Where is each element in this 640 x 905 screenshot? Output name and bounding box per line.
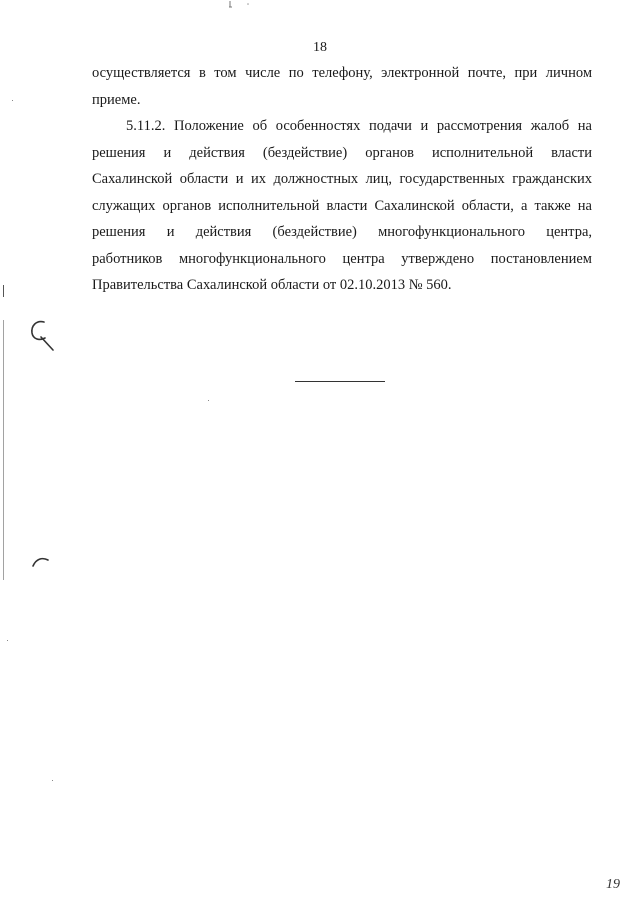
paragraph-continuation xyxy=(92,60,592,113)
text-line: решения и действия (бездействие) органов исполнительной власти xyxy=(92,144,592,161)
text-line: Сахалинской области и их должностных лиц, государственных гражданских xyxy=(92,171,592,187)
text-line: 5.11.2. Положение об особенностях подачи и рассмотрения жалоб на xyxy=(126,118,592,134)
scan-dust xyxy=(7,640,8,641)
scan-top-marks xyxy=(226,0,256,10)
corner-handwritten-number: 19 xyxy=(606,877,620,892)
text-line: решения и действия (бездействие) многофункционального центра, xyxy=(92,224,592,240)
text-line: работников многофункционального центра утверждено постановлением xyxy=(92,250,592,267)
scan-hole-mark xyxy=(30,555,52,575)
text-line: Правительства Сахалинской области от 02.10.2013 № 560. xyxy=(92,277,452,293)
paragraph-5-11-2 xyxy=(92,113,592,299)
scan-margin-line xyxy=(3,320,4,580)
text-line: служащих органов исполнительной власти Сахалинской области, а также на xyxy=(92,197,592,214)
end-separator-line xyxy=(295,381,385,382)
text-line: осуществляется в том числе по телефону, электронной почте, при личном xyxy=(92,65,592,81)
scan-dust xyxy=(208,400,209,401)
scan-margin-line xyxy=(3,285,4,297)
text-line: приеме. xyxy=(92,91,141,108)
scan-dust xyxy=(12,100,13,101)
scan-dust xyxy=(52,780,53,781)
scan-hole-mark xyxy=(28,316,58,356)
page-number: 18 xyxy=(313,40,327,55)
